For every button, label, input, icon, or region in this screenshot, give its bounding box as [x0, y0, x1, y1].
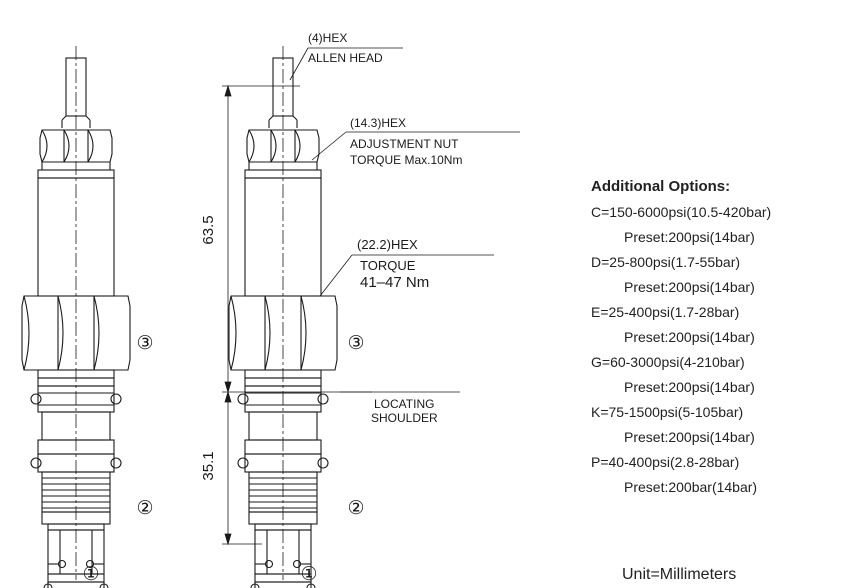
dimension-35-1: 35.1 — [200, 451, 217, 481]
option-p-preset: Preset:200bar(14bar) — [624, 479, 758, 495]
option-k-range: K=75-1500psi(5-105bar) — [591, 404, 744, 420]
body-torque-label: TORQUE — [360, 258, 416, 273]
option-p-range: P=40-400psi(2.8-28bar) — [591, 454, 740, 470]
port-2-marker-right: ② — [347, 498, 365, 519]
port-3-marker-right: ③ — [347, 333, 365, 354]
option-e-range: E=25-400psi(1.7-28bar) — [591, 304, 740, 320]
allen-hex-size-label: (4)HEX — [308, 31, 348, 45]
additional-options-heading: Additional Options: — [591, 178, 731, 195]
nut-torque-label: TORQUE Max.10Nm — [350, 153, 463, 167]
nut-hex-size-label: (14.3)HEX — [350, 116, 407, 130]
body-hex-size-label: (22.2)HEX — [357, 237, 418, 252]
option-k-preset: Preset:200psi(14bar) — [624, 429, 755, 445]
option-c-range: C=150-6000psi(10.5-420bar) — [591, 204, 772, 220]
option-d-range: D=25-800psi(1.7-55bar) — [591, 254, 741, 270]
port-3-marker-left: ③ — [136, 333, 154, 354]
locating-shoulder-label-line2: SHOULDER — [371, 411, 438, 425]
port-1-marker-left: ① — [82, 564, 100, 585]
port-1-marker-right: ① — [300, 564, 318, 585]
option-e-preset: Preset:200psi(14bar) — [624, 329, 755, 345]
locating-shoulder-label-line1: LOCATING — [374, 397, 435, 411]
callout-leaders — [290, 48, 520, 392]
option-g-range: G=60-3000psi(4-210bar) — [591, 354, 745, 370]
adjustment-nut-label: ADJUSTMENT NUT — [350, 137, 459, 151]
option-g-preset: Preset:200psi(14bar) — [624, 379, 755, 395]
allen-head-label: ALLEN HEAD — [308, 51, 383, 65]
option-c-preset: Preset:200psi(14bar) — [624, 229, 755, 245]
dimension-63-5: 63.5 — [200, 215, 217, 245]
option-d-preset: Preset:200psi(14bar) — [624, 279, 755, 295]
valve-right-view — [229, 46, 337, 588]
body-torque-value: 41–47 Nm — [360, 274, 430, 291]
unit-note: Unit=Millimeters — [622, 566, 737, 583]
additional-options-panel — [591, 177, 848, 500]
valve-left-view — [22, 46, 130, 588]
port-2-marker-left: ② — [136, 498, 154, 519]
